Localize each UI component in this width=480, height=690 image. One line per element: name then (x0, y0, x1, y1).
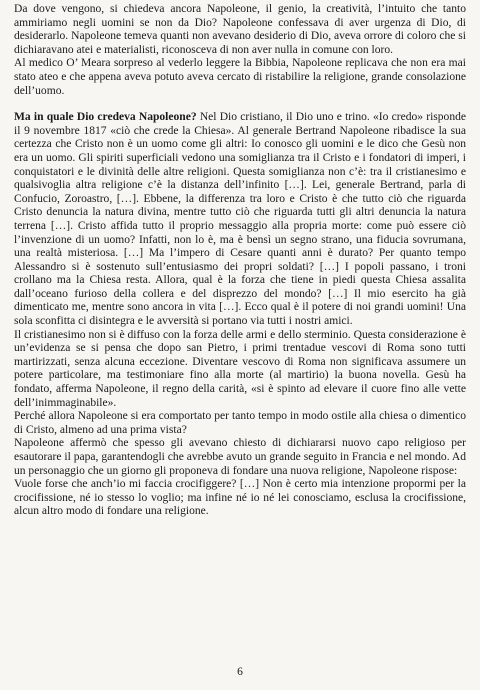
paragraph: Da dove vengono, si chiedeva ancora Napoleone, il genio, la creatività, l’intuito che tanto ammiriamo negli uomini se non da Dio? Napoleone confessava di aver urgenza di Dio, di desiderarlo. Napoleone temeva quanti non avevano desiderio di Dio, aveva orrore di coloro che si dichiaravano atei e materialisti, riconosceva di non aver nulla in comune con loro. (14, 3, 466, 56)
paragraph (14, 111, 466, 329)
paragraph: Il cristianesimo non si è diffuso con la forza delle armi e dello sterminio. Questa considerazione è un’evidenza se si pensa che dopo san Pietro, i primi trentadue vescovi di Roma sono tutti martirizzati, senza alcuna eccezione. Diventare vescovo di Roma non significava assumere un potere particolare, ma testimoniare fino alla morte (al martirio) la buona novella. Gesù ha fondato, afferma Napoleone, il regno della carità, «si è spinto ad elevare il cuore fino alle vette dell’inimmaginabile». (14, 328, 466, 409)
page-number: 6 (237, 666, 243, 678)
paragraph-text: Nel Dio cristiano, il Dio uno e trino. «Io credo» risponde il 9 novembre 1817 «ciò che crede la Chiesa». Al generale Bertrand Napoleone ribadisce la sua certezza che Cristo non è un uomo come gli altri: Io conosco gli uomini e le dico che Gesù non era un uomo. Gli spiriti superficiali vedono una somiglianza tra il Cristo e i fondatori di imperi, i conquistatori e le divinità delle altre religioni. Questa somiglianza non c’è: tra il cristianesimo e qualsivoglia altra religione c’è la distanza dell’infinito […]. Lei, generale Bertrand, parla di Confucio, Zoroastro, […]. Ebbene, la differenza tra loro e Cristo è che tutto ciò che riguarda Cristo denuncia la natura divina, mentre tutto ciò che riguarda tutti gli altri denuncia la natura terrena […]. Cristo affida tutto il proprio messaggio alla propria morte: come può essere ciò l’invenzione di un uomo? Infatti, non lo è, ma è bensì un segno strano, una fiducia sovrumana, una realtà misteriosa. […] Ma l’impero di Cesare quanti anni è durato? Per quanto tempo Alessandro si è sostenuto sull’entusiasmo dei propri soldati? […] I popoli passano, i troni crollano ma la Chiesa resta. Allora, qual è la forza che tiene in piedi questa Chiesa assalita dall’oceano furioso della collera e del disprezzo del mondo? […] Il mio esercito ha già dimenticato me, mentre sono ancora in vita […]. Ecco qual è il potere di noi grandi uomini! Una sola sconfitta ci disintegra e le avversità si portano via tutti i nostri amici. (14, 111, 466, 328)
document-body (14, 3, 466, 519)
paragraph: Perché allora Napoleone si era comportato per tanto tempo in modo ostile alla chiesa o dimentico di Cristo, almeno ad una prima vista? (14, 410, 466, 436)
paragraph: Napoleone affermò che spesso gli avevano chiesto di dichiararsi nuovo capo religioso per esautorare il papa, garantendogli che avrebbe avuto un grande seguito in Francia e nel mondo. Ad un personaggio che un giorno gli proponeva di fondare una nuova religione, Napoleone rispose: (14, 437, 466, 477)
quote-paragraph: Vuole forse che anch’io mi faccia crocifiggere? […] Non è certo mia intenzione propormi per la crocifissione, né io stesso lo voglio; ma infine né io né lei conosciamo, esclusa la crocifissione, alcun altro modo di fondare una religione. (14, 478, 466, 518)
paragraph: Al medico O’ Meara sorpreso al vederlo leggere la Bibbia, Napoleone replicava che non era mai stato ateo e che appena aveva potuto aveva cercato di ristabilire la religione, grande consolazione dell’uomo. (14, 57, 466, 97)
section-heading: Ma in quale Dio credeva Napoleone? (14, 111, 197, 124)
paragraph-spacer (14, 98, 466, 111)
